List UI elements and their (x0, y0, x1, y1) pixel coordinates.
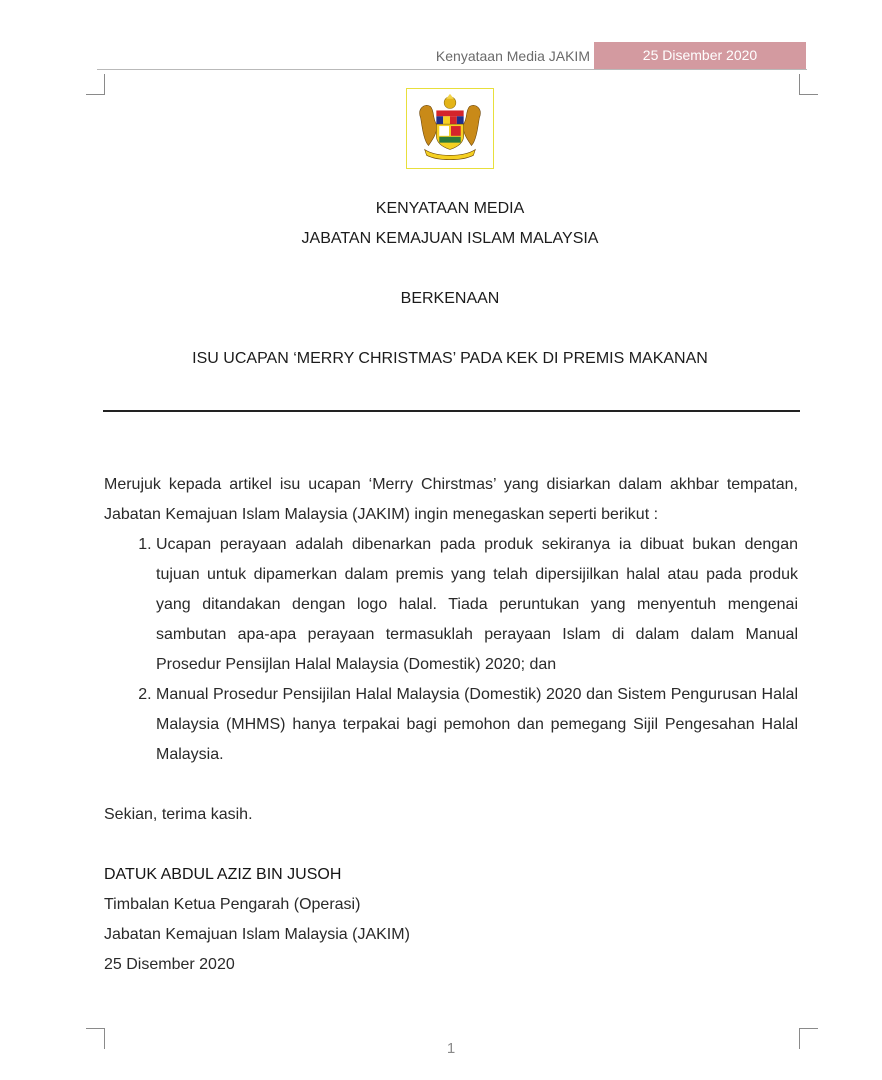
document-title: KENYATAAN MEDIA (375, 200, 525, 217)
signature-block (104, 860, 798, 980)
header-divider (97, 69, 807, 70)
regarding-label: BERKENAAN (400, 290, 500, 307)
list-item: 1. Ucapan perayaan adalah dibenarkan pada produk sekiranya ia dibuat bukan dengan tujuan untuk dipamerkan dalam premis yang telah dipersijilkan halal atau pada produk yang ditandakan dengan logo halal. Tiada peruntukan yang menyentuh mengenai sambutan apa-apa perayaan termasuklah perayaan Islam di dalam dalam Manual Prosedur Pensijlan Halal Malaysia (Domestik) 2020; dan (156, 530, 798, 680)
statement-body (104, 470, 798, 980)
signer-position: Timbalan Ketua Pengarah (Operasi) (104, 896, 361, 913)
list-item: 2. Manual Prosedur Pensijilan Halal Malaysia (Domestik) 2020 dan Sistem Pengurusan Halal Malaysia (MHMS) hanya terpakai bagi pemohon dan pemegang Sijil Pengesahan Halal Malaysia. (156, 680, 798, 770)
signature-date: 25 Disember 2020 (104, 956, 235, 973)
title-divider (103, 410, 800, 412)
crop-mark-bottom-right (799, 1028, 818, 1049)
header-date: 25 Disember 2020 (594, 42, 806, 69)
signer-organization: Jabatan Kemajuan Islam Malaysia (JAKIM) (104, 926, 410, 943)
crop-mark-bottom-left (86, 1028, 105, 1049)
organization-title: JABATAN KEMAJUAN ISLAM MALAYSIA (301, 230, 599, 247)
crop-mark-top-left (86, 74, 105, 95)
crop-mark-top-right (799, 74, 818, 95)
signer-name: DATUK ABDUL AZIZ BIN JUSOH (104, 866, 342, 883)
intro-paragraph: Merujuk kepada artikel isu ucapan ‘Merry Chirstmas’ yang disiarkan dalam akhbar tempatan, Jabatan Kemajuan Islam Malaysia (JAKIM) ingin menegaskan seperti berikut : (104, 476, 798, 523)
points-list (104, 530, 798, 770)
malaysia-coat-of-arms-icon (406, 88, 494, 169)
header-label: Kenyataan Media JAKIM (435, 48, 590, 64)
page-number: 1 (446, 1040, 456, 1057)
closing-line: Sekian, terima kasih. (104, 806, 253, 823)
subject-title: ISU UCAPAN ‘MERRY CHRISTMAS’ PADA KEK DI PREMIS MAKANAN (192, 350, 708, 367)
